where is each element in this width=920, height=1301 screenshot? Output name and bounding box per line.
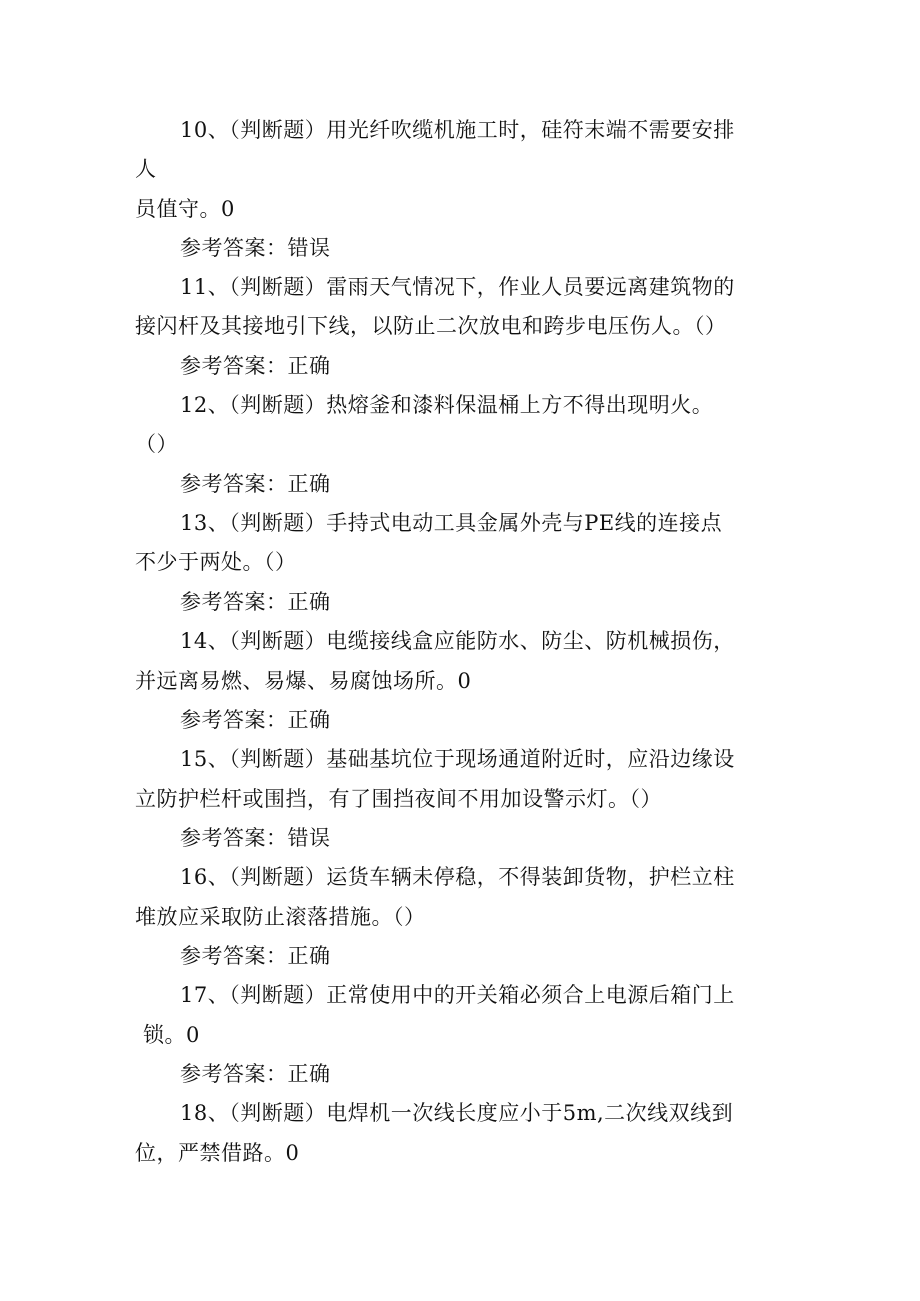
- q12-stem-line1: 12、（判断题）热熔釜和漆料保温桶上方不得出现明火。: [180, 393, 714, 417]
- q15-stem-line1: 15、（判断题）基础基坑位于现场通道附近时，应沿边缘设: [180, 747, 735, 771]
- q15-answer: 参考答案：错误: [180, 826, 331, 850]
- q14-stem-line2: 并远离易燃、易爆、易腐蚀场所。0: [135, 669, 472, 693]
- q18-stem-line2: 位，严禁借路。0: [135, 1141, 300, 1165]
- q15-stem-line2: 立防护栏杆或围挡，有了围挡夜间不用加设警示灯。（）: [135, 787, 662, 811]
- q10-stem-line2-start: 人: [135, 157, 157, 181]
- q12-stem-line2: （）: [135, 432, 178, 456]
- q13-answer: 参考答案：正确: [180, 590, 331, 614]
- q12-answer: 参考答案：正确: [180, 472, 331, 496]
- q16-stem-line1: 16、（判断题）运货车辆未停稳，不得装卸货物，护栏立柱: [180, 865, 735, 889]
- q16-answer: 参考答案：正确: [180, 944, 331, 968]
- q11-stem-line1: 11、（判断题）雷雨天气情况下，作业人员要远离建筑物的: [180, 275, 735, 299]
- q16-stem-line2: 堆放应采取防止滚落措施。（）: [135, 905, 426, 929]
- q17-stem-line1: 17、（判断题）正常使用中的开关箱必须合上电源后箱门上: [180, 983, 735, 1007]
- q17-answer: 参考答案：正确: [180, 1062, 331, 1086]
- q14-answer: 参考答案：正确: [180, 708, 331, 732]
- q11-stem-line2: 接闪杆及其接地引下线，以防止二次放电和跨步电压伤人。（）: [135, 314, 727, 338]
- q10-stem-line2: 员值守。0: [135, 197, 235, 221]
- q10-answer: 参考答案：错误: [180, 236, 331, 260]
- q14-stem-line1: 14、（判断题）电缆接线盒应能防水、防尘、防机械损伤，: [180, 629, 735, 653]
- q11-answer: 参考答案：正确: [180, 354, 331, 378]
- q13-stem-line2: 不少于两处。（）: [135, 550, 297, 574]
- q13-stem-line1: 13、（判断题）手持式电动工具金属外壳与PE线的连接点: [180, 511, 723, 535]
- q17-stem-line2: 锁。0: [143, 1023, 200, 1047]
- q10-stem-line1: 10、（判断题）用光纤吹缆机施工时，硅符末端不需要安排: [180, 118, 735, 142]
- q18-stem-line1: 18、（判断题）电焊机一次线长度应小于5m,二次线双线到: [180, 1101, 734, 1125]
